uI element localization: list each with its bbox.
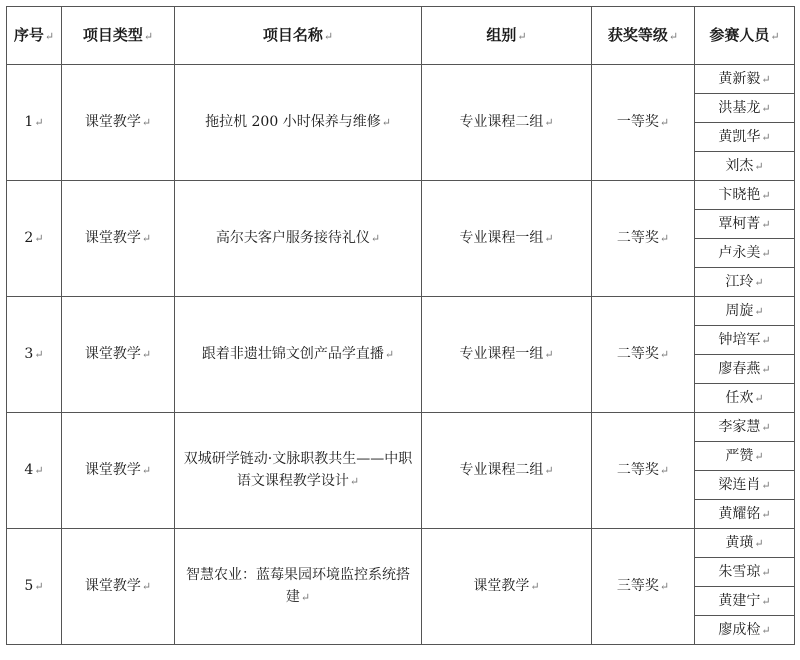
cell-level: 二等奖↵ — [592, 181, 695, 297]
cell-group: 课堂教学↵ — [422, 529, 592, 645]
cell-level: 二等奖↵ — [592, 413, 695, 529]
cell-type: 课堂教学↵ — [62, 181, 175, 297]
table-row — [7, 297, 795, 326]
header-members: 参赛人员↵ — [695, 7, 795, 65]
cell-member: 黄耀铭↵ — [695, 500, 795, 529]
cell-type: 课堂教学↵ — [62, 413, 175, 529]
cell-member: 周旋↵ — [695, 297, 795, 326]
cell-member: 严赞↵ — [695, 442, 795, 471]
cell-member: 钟培军↵ — [695, 326, 795, 355]
cell-level: 一等奖↵ — [592, 65, 695, 181]
cell-member: 梁连肖↵ — [695, 471, 795, 500]
cell-name: 高尔夫客户服务接待礼仪↵ — [175, 181, 422, 297]
cell-group: 专业课程一组↵ — [422, 181, 592, 297]
cell-member: 卢永美↵ — [695, 239, 795, 268]
cell-no: 2↵ — [7, 181, 62, 297]
cell-no: 3↵ — [7, 297, 62, 413]
cell-member: 任欢↵ — [695, 384, 795, 413]
cell-member: 洪基龙↵ — [695, 94, 795, 123]
header-no: 序号↵ — [7, 7, 62, 65]
cell-member: 覃柯菁↵ — [695, 210, 795, 239]
cell-name: 拖拉机 200 小时保养与维修↵ — [175, 65, 422, 181]
cell-no: 5↵ — [7, 529, 62, 645]
cell-no: 4↵ — [7, 413, 62, 529]
cell-group: 专业课程二组↵ — [422, 413, 592, 529]
cell-member: 江玲↵ — [695, 268, 795, 297]
header-type: 项目类型↵ — [62, 7, 175, 65]
cell-member: 刘杰↵ — [695, 152, 795, 181]
cell-name: 双城研学链动·文脉职教共生——中职语文课程教学设计↵ — [175, 413, 422, 529]
header-group: 组别↵ — [422, 7, 592, 65]
cell-group: 专业课程二组↵ — [422, 65, 592, 181]
cell-name: 智慧农业：蓝莓果园环境监控系统搭建↵ — [175, 529, 422, 645]
cell-member: 廖成检↵ — [695, 616, 795, 645]
cell-member: 李家慧↵ — [695, 413, 795, 442]
awards-table — [6, 6, 795, 645]
table-row — [7, 413, 795, 442]
header-row — [7, 7, 795, 65]
table-row — [7, 65, 795, 94]
cell-member: 廖春燕↵ — [695, 355, 795, 384]
cell-no: 1↵ — [7, 65, 62, 181]
cell-type: 课堂教学↵ — [62, 297, 175, 413]
cell-level: 二等奖↵ — [592, 297, 695, 413]
cell-name: 跟着非遗壮锦文创产品学直播↵ — [175, 297, 422, 413]
cell-level: 三等奖↵ — [592, 529, 695, 645]
header-level: 获奖等级↵ — [592, 7, 695, 65]
cell-type: 课堂教学↵ — [62, 65, 175, 181]
cell-member: 黄建宁↵ — [695, 587, 795, 616]
header-name: 项目名称↵ — [175, 7, 422, 65]
table-row — [7, 529, 795, 558]
cell-member: 黄凯华↵ — [695, 123, 795, 152]
table-row — [7, 181, 795, 210]
cell-type: 课堂教学↵ — [62, 529, 175, 645]
cell-group: 专业课程一组↵ — [422, 297, 592, 413]
cell-member: 卞晓艳↵ — [695, 181, 795, 210]
cell-member: 黄璜↵ — [695, 529, 795, 558]
cell-member: 朱雪琼↵ — [695, 558, 795, 587]
cell-member: 黄新毅↵ — [695, 65, 795, 94]
